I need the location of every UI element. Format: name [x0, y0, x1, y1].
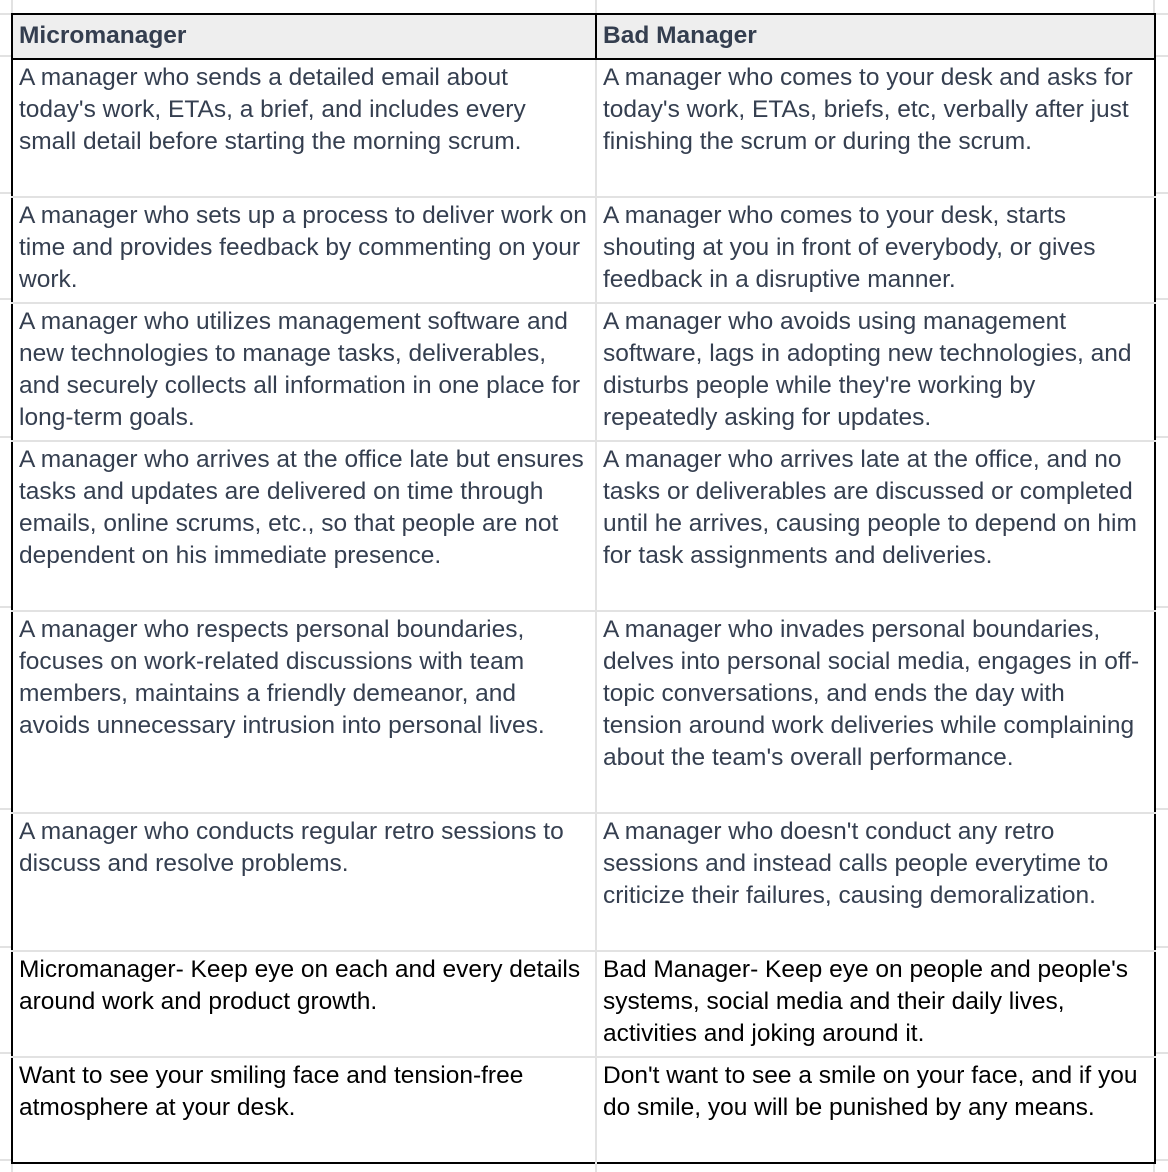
cell-bad-manager[interactable]: A manager who avoids using management software, lags in adopting new technologies, and disturbs people while they're working by repeatedly asking for updates.: [596, 303, 1155, 441]
cell-bad-manager[interactable]: Don't want to see a smile on your face, and if you do smile, you will be punished by any means.: [596, 1057, 1155, 1163]
header-cell-micromanager[interactable]: Micromanager: [12, 14, 596, 59]
cell-micromanager[interactable]: Micromanager- Keep eye on each and every details around work and product growth.: [12, 951, 596, 1057]
cell-bad-manager[interactable]: A manager who doesn't conduct any retro sessions and instead calls people everytime to criticize their failures, causing demoralization.: [596, 813, 1155, 951]
cell-bad-manager[interactable]: A manager who arrives late at the office, and no tasks or deliverables are discussed or completed until he arrives, causing people to depend on him for task assignments and deliveries.: [596, 441, 1155, 611]
table-row: [12, 197, 1155, 303]
cell-bad-manager[interactable]: A manager who comes to your desk, starts shouting at you in front of everybody, or gives feedback in a disruptive manner.: [596, 197, 1155, 303]
cell-micromanager[interactable]: A manager who utilizes management software and new technologies to manage tasks, deliverables, and securely collects all information in one place for long-term goals.: [12, 303, 596, 441]
cell-micromanager[interactable]: Want to see your smiling face and tension-free atmosphere at your desk.: [12, 1057, 596, 1163]
table-row-summary: [12, 951, 1155, 1057]
cell-micromanager[interactable]: A manager who respects personal boundaries, focuses on work-related discussions with team members, maintains a friendly demeanor, and avoids unnecessary intrusion into personal lives.: [12, 611, 596, 813]
table-row: [12, 303, 1155, 441]
header-cell-bad-manager[interactable]: Bad Manager: [596, 14, 1155, 59]
table-row-summary: [12, 1057, 1155, 1163]
cell-micromanager[interactable]: A manager who sets up a process to deliver work on time and provides feedback by commenting on your work.: [12, 197, 596, 303]
cell-micromanager[interactable]: A manager who conducts regular retro sessions to discuss and resolve problems.: [12, 813, 596, 951]
cell-micromanager[interactable]: A manager who arrives at the office late but ensures tasks and updates are delivered on time through emails, online scrums, etc., so that people are not dependent on his immediate presence.: [12, 441, 596, 611]
cell-bad-manager[interactable]: A manager who invades personal boundaries, delves into personal social media, engages in off-topic conversations, and ends the day with tension around work deliveries while complaining about the team's overall performance.: [596, 611, 1155, 813]
cell-bad-manager[interactable]: A manager who comes to your desk and asks for today's work, ETAs, briefs, etc, verbally after just finishing the scrum or during the scrum.: [596, 59, 1155, 197]
cell-bad-manager[interactable]: Bad Manager- Keep eye on people and people's systems, social media and their daily lives, activities and joking around it.: [596, 951, 1155, 1057]
table-row: [12, 813, 1155, 951]
header-row: [12, 14, 1155, 59]
table-row: [12, 59, 1155, 197]
table-row: [12, 611, 1155, 813]
table-row: [12, 441, 1155, 611]
comparison-table: [11, 13, 1156, 1164]
cell-micromanager[interactable]: A manager who sends a detailed email about today's work, ETAs, a brief, and includes every small detail before starting the morning scrum.: [19, 64, 526, 155]
